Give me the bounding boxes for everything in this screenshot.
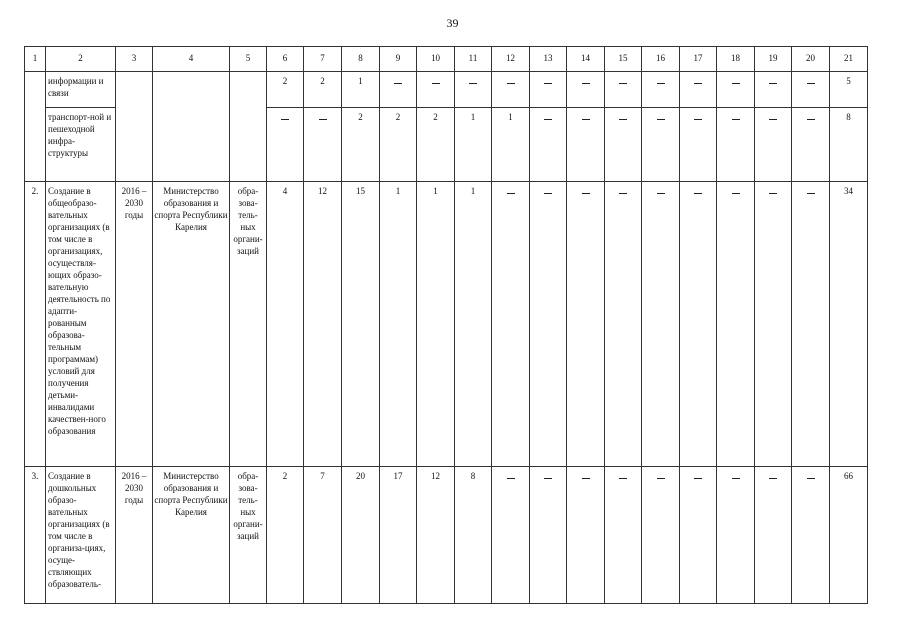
value (432, 83, 440, 84)
value-cell (567, 108, 605, 182)
value (657, 193, 665, 194)
period-cell (116, 72, 153, 182)
header-cell: 9 (380, 47, 417, 72)
value-cell (455, 182, 492, 467)
value: 1 (395, 186, 401, 196)
value-cell (567, 467, 605, 604)
value-cell (642, 182, 680, 467)
value-cell (642, 108, 680, 182)
recipient-cell: обра-зова-тель-ных органи-заций (230, 467, 267, 604)
row-number-cell: 3. (25, 467, 46, 604)
recipient-cell (230, 72, 267, 182)
value: 12 (318, 186, 327, 196)
value (469, 83, 477, 84)
header-row (25, 47, 868, 72)
value (619, 193, 627, 194)
table-row (25, 72, 868, 108)
value: 15 (356, 186, 365, 196)
value-cell (455, 72, 492, 108)
value-cell (642, 467, 680, 604)
value-cell (755, 108, 792, 182)
value-cell (342, 72, 380, 108)
value: 1 (470, 112, 476, 122)
value-cell (530, 108, 567, 182)
header-cell: 12 (492, 47, 530, 72)
value-cell (792, 72, 830, 108)
value (807, 193, 815, 194)
table-row (25, 467, 868, 604)
value-cell (267, 108, 304, 182)
value-cell (680, 72, 717, 108)
value-cell (455, 467, 492, 604)
value: 8 (470, 471, 476, 481)
value-cell (755, 72, 792, 108)
value-cell (492, 182, 530, 467)
value-cell (492, 467, 530, 604)
row-number-cell: 2. (25, 182, 46, 467)
value-cell (717, 72, 755, 108)
value-cell (717, 467, 755, 604)
header-cell: 19 (755, 47, 792, 72)
value-cell (605, 467, 642, 604)
value-cell (792, 182, 830, 467)
value-cell (342, 108, 380, 182)
value (694, 83, 702, 84)
value (394, 83, 402, 84)
value (769, 478, 777, 479)
header-cell: 7 (304, 47, 342, 72)
table-row (25, 182, 868, 467)
value (507, 83, 515, 84)
value-cell (605, 108, 642, 182)
value-cell (755, 182, 792, 467)
value-cell (567, 72, 605, 108)
value (732, 119, 740, 120)
header-cell: 15 (605, 47, 642, 72)
value-cell (680, 108, 717, 182)
value-cell (792, 108, 830, 182)
value (807, 83, 815, 84)
value: 20 (356, 471, 365, 481)
header-cell: 10 (417, 47, 455, 72)
value (619, 478, 627, 479)
value (507, 193, 515, 194)
value-cell (267, 182, 304, 467)
value-cell (380, 182, 417, 467)
recipient-cell: обра-зова-тель-ных органи-заций (230, 182, 267, 467)
value-cell (380, 467, 417, 604)
value-cell (417, 182, 455, 467)
header-cell: 14 (567, 47, 605, 72)
value-cell (605, 182, 642, 467)
value (319, 119, 327, 120)
header-cell: 13 (530, 47, 567, 72)
indicator-name-cell: транспорт-ной и пешеходной инфра-структуры (46, 108, 116, 182)
value-cell (380, 72, 417, 108)
value-cell (304, 108, 342, 182)
value (619, 83, 627, 84)
value (807, 119, 815, 120)
value (769, 193, 777, 194)
value-cell (717, 182, 755, 467)
indicator-name-cell: Создание в общеобразо-вательных организациях (в том числе в организациях, осуществля-ющих образо-вательную деятельность по адапти-рованным образова-тельным программам) условий для получения детьми-инвалидами качествен-ного образования (46, 182, 116, 467)
value-cell (304, 72, 342, 108)
header-cell: 16 (642, 47, 680, 72)
value (657, 83, 665, 84)
period-cell: 2016 – 2030 годы (116, 182, 153, 467)
value (732, 478, 740, 479)
value-cell (380, 108, 417, 182)
value-cell (680, 467, 717, 604)
value-cell (304, 467, 342, 604)
value-cell (680, 182, 717, 467)
value (732, 193, 740, 194)
value (619, 119, 627, 120)
value-cell (267, 72, 304, 108)
value (544, 193, 552, 194)
header-cell: 18 (717, 47, 755, 72)
value-cell (417, 108, 455, 182)
value: 4 (282, 186, 288, 196)
value: 1 (358, 76, 363, 86)
header-cell: 20 (792, 47, 830, 72)
value-cell (417, 467, 455, 604)
indicators-table (24, 46, 868, 604)
value: 2 (358, 112, 363, 122)
value: 1 (508, 112, 513, 122)
value (657, 119, 665, 120)
indicator-name-cell: Создание в дошкольных образо-вательных организациях (в том числе в организа-циях, осуще-ствляющих образователь- (46, 467, 116, 604)
executor-cell: Министерство образования и спорта Республики Карелия (153, 467, 230, 604)
value-cell (755, 467, 792, 604)
value-cell (455, 108, 492, 182)
value-cell (267, 467, 304, 604)
header-cell: 11 (455, 47, 492, 72)
header-cell: 2 (46, 47, 116, 72)
total-cell: 34 (830, 182, 868, 467)
value: 7 (320, 471, 325, 481)
value (694, 193, 702, 194)
total-cell: 66 (830, 467, 868, 604)
header-cell: 4 (153, 47, 230, 72)
value: 2 (433, 112, 438, 122)
page-number: 39 (446, 16, 459, 30)
value-cell (492, 108, 530, 182)
value-cell (530, 72, 567, 108)
period-cell: 2016 – 2030 годы (116, 467, 153, 604)
value (544, 119, 552, 120)
total-cell: 8 (830, 108, 868, 182)
value-cell (342, 467, 380, 604)
row-number-cell (25, 72, 46, 182)
executor-cell: Министерство образования и спорта Республики Карелия (153, 182, 230, 467)
header-cell: 6 (267, 47, 304, 72)
value-cell (530, 182, 567, 467)
value (694, 119, 702, 120)
value (769, 83, 777, 84)
value (544, 83, 552, 84)
value (582, 193, 590, 194)
value (694, 478, 702, 479)
value-cell (567, 182, 605, 467)
header-cell: 1 (25, 47, 46, 72)
value: 1 (470, 186, 476, 196)
value-cell (342, 182, 380, 467)
value-cell (492, 72, 530, 108)
value-cell (304, 182, 342, 467)
value (732, 83, 740, 84)
value (807, 478, 815, 479)
indicator-name-cell: информации и связи (46, 72, 116, 108)
value-cell (792, 467, 830, 604)
value (582, 478, 590, 479)
header-cell: 17 (680, 47, 717, 72)
executor-cell (153, 72, 230, 182)
value: 12 (431, 471, 440, 481)
value-cell (417, 72, 455, 108)
value-cell (605, 72, 642, 108)
header-cell: 5 (230, 47, 267, 72)
value (657, 478, 665, 479)
value: 2 (282, 471, 288, 481)
value (507, 478, 515, 479)
value: 1 (433, 186, 438, 196)
value-cell (717, 108, 755, 182)
value (582, 119, 590, 120)
value-cell (530, 467, 567, 604)
header-cell: 3 (116, 47, 153, 72)
header-cell: 21 (830, 47, 868, 72)
total-cell: 5 (830, 72, 868, 108)
value: 17 (393, 471, 403, 481)
value: 2 (395, 112, 401, 122)
value (281, 119, 289, 120)
value: 2 (282, 76, 288, 86)
value (769, 119, 777, 120)
header-cell: 8 (342, 47, 380, 72)
value (544, 478, 552, 479)
value (582, 83, 590, 84)
value-cell (642, 72, 680, 108)
value: 2 (320, 76, 325, 86)
